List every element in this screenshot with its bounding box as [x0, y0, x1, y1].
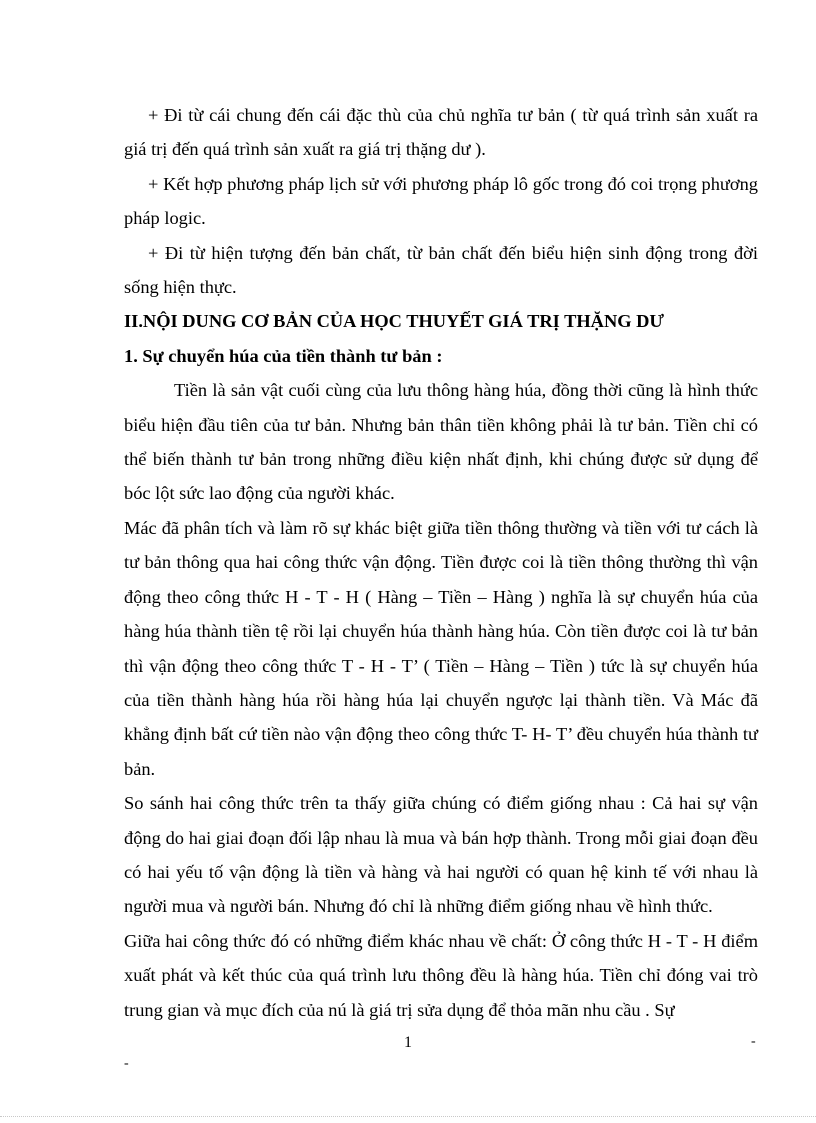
paragraph-7: Giữa hai công thức đó có những điểm khác nhau về chất: Ở công thức H - T - H điểm xuất phát và kết thúc của quá trình lưu thông đều là hàng húa. Tiền chỉ đóng vai trò trung gian và mục đích của nú là giá trị sửa dụng để thỏa mãn nhu cầu . Sự [124, 930, 758, 1020]
paragraph-6: So sánh hai công thức trên ta thấy giữa chúng có điểm giống nhau : Cả hai sự vận động do hai giai đoạn đối lập nhau là mua và bán hợp thành. Trong mỗi giai đoạn đều có hai yếu tố vận động là tiền và hàng và hai người có quan hệ kinh tế với nhau là người mua và người bán. Nhưng đó chỉ là những điểm giống nhau về hình thức. [124, 793, 758, 917]
section-heading: II.NỘI DUNG CƠ BẢN CỦA HỌC THUYẾT GIÁ TRỊ THẶNG DƯ [124, 311, 665, 332]
document-body [124, 98, 758, 1027]
footer-divider [0, 1116, 816, 1117]
paragraph-2: + Kết hợp phương pháp lịch sử với phương pháp lô gốc trong đó coi trọng phương pháp logic. [124, 173, 758, 229]
page-number: 1 [404, 1034, 412, 1051]
footer-dash-right: - [751, 1034, 756, 1049]
footer-dash-left: - [124, 1056, 129, 1071]
paragraph-1: + Đi từ cái chung đến cái đặc thù của chủ nghĩa tư bản ( từ quá trình sản xuất ra giá trị đến quá trình sản xuất ra giá trị thặng dư ). [124, 105, 758, 160]
paragraph-5: Mác đã phân tích và làm rõ sự khác biệt giữa tiền thông thường và tiền với tư cách là tư bản thông qua hai công thức vận động. Tiền được coi là tiền thông thường thì vận động theo công thức H - T - H ( Hàng – Tiền – Hàng ) nghĩa là sự chuyển húa của hàng húa thành tiền tệ rồi lại chuyển húa thành hàng húa. Còn tiền được coi là tư bản thì vận động theo công thức T - H - T’ ( Tiền – Hàng – Tiền ) tức là sự chuyển húa của tiền thành hàng húa rồi hàng húa lại chuyển ngược lại thành tiền. Và Mác đã khẳng định bất cứ tiền nào vận động theo công thức T- H- T’ đều chuyển húa thành tư bản. [124, 517, 758, 779]
paragraph-4: Tiền là sản vật cuối cùng của lưu thông hàng húa, đồng thời cũng là hình thức biểu hiện đầu tiên của tư bản. Nhưng bản thân tiền không phải là tư bản. Tiền chỉ có thể biến thành tư bản trong những điều kiện nhất định, khi chúng được sử dụng để bóc lột sức lao động của người khác. [124, 380, 758, 504]
paragraph-3: + Đi từ hiện tượng đến bản chất, từ bản chất đến biểu hiện sinh động trong đời sống hiện thực. [124, 242, 758, 298]
subsection-heading: 1. Sự chuyển húa của tiền thành tư bản : [124, 345, 443, 366]
